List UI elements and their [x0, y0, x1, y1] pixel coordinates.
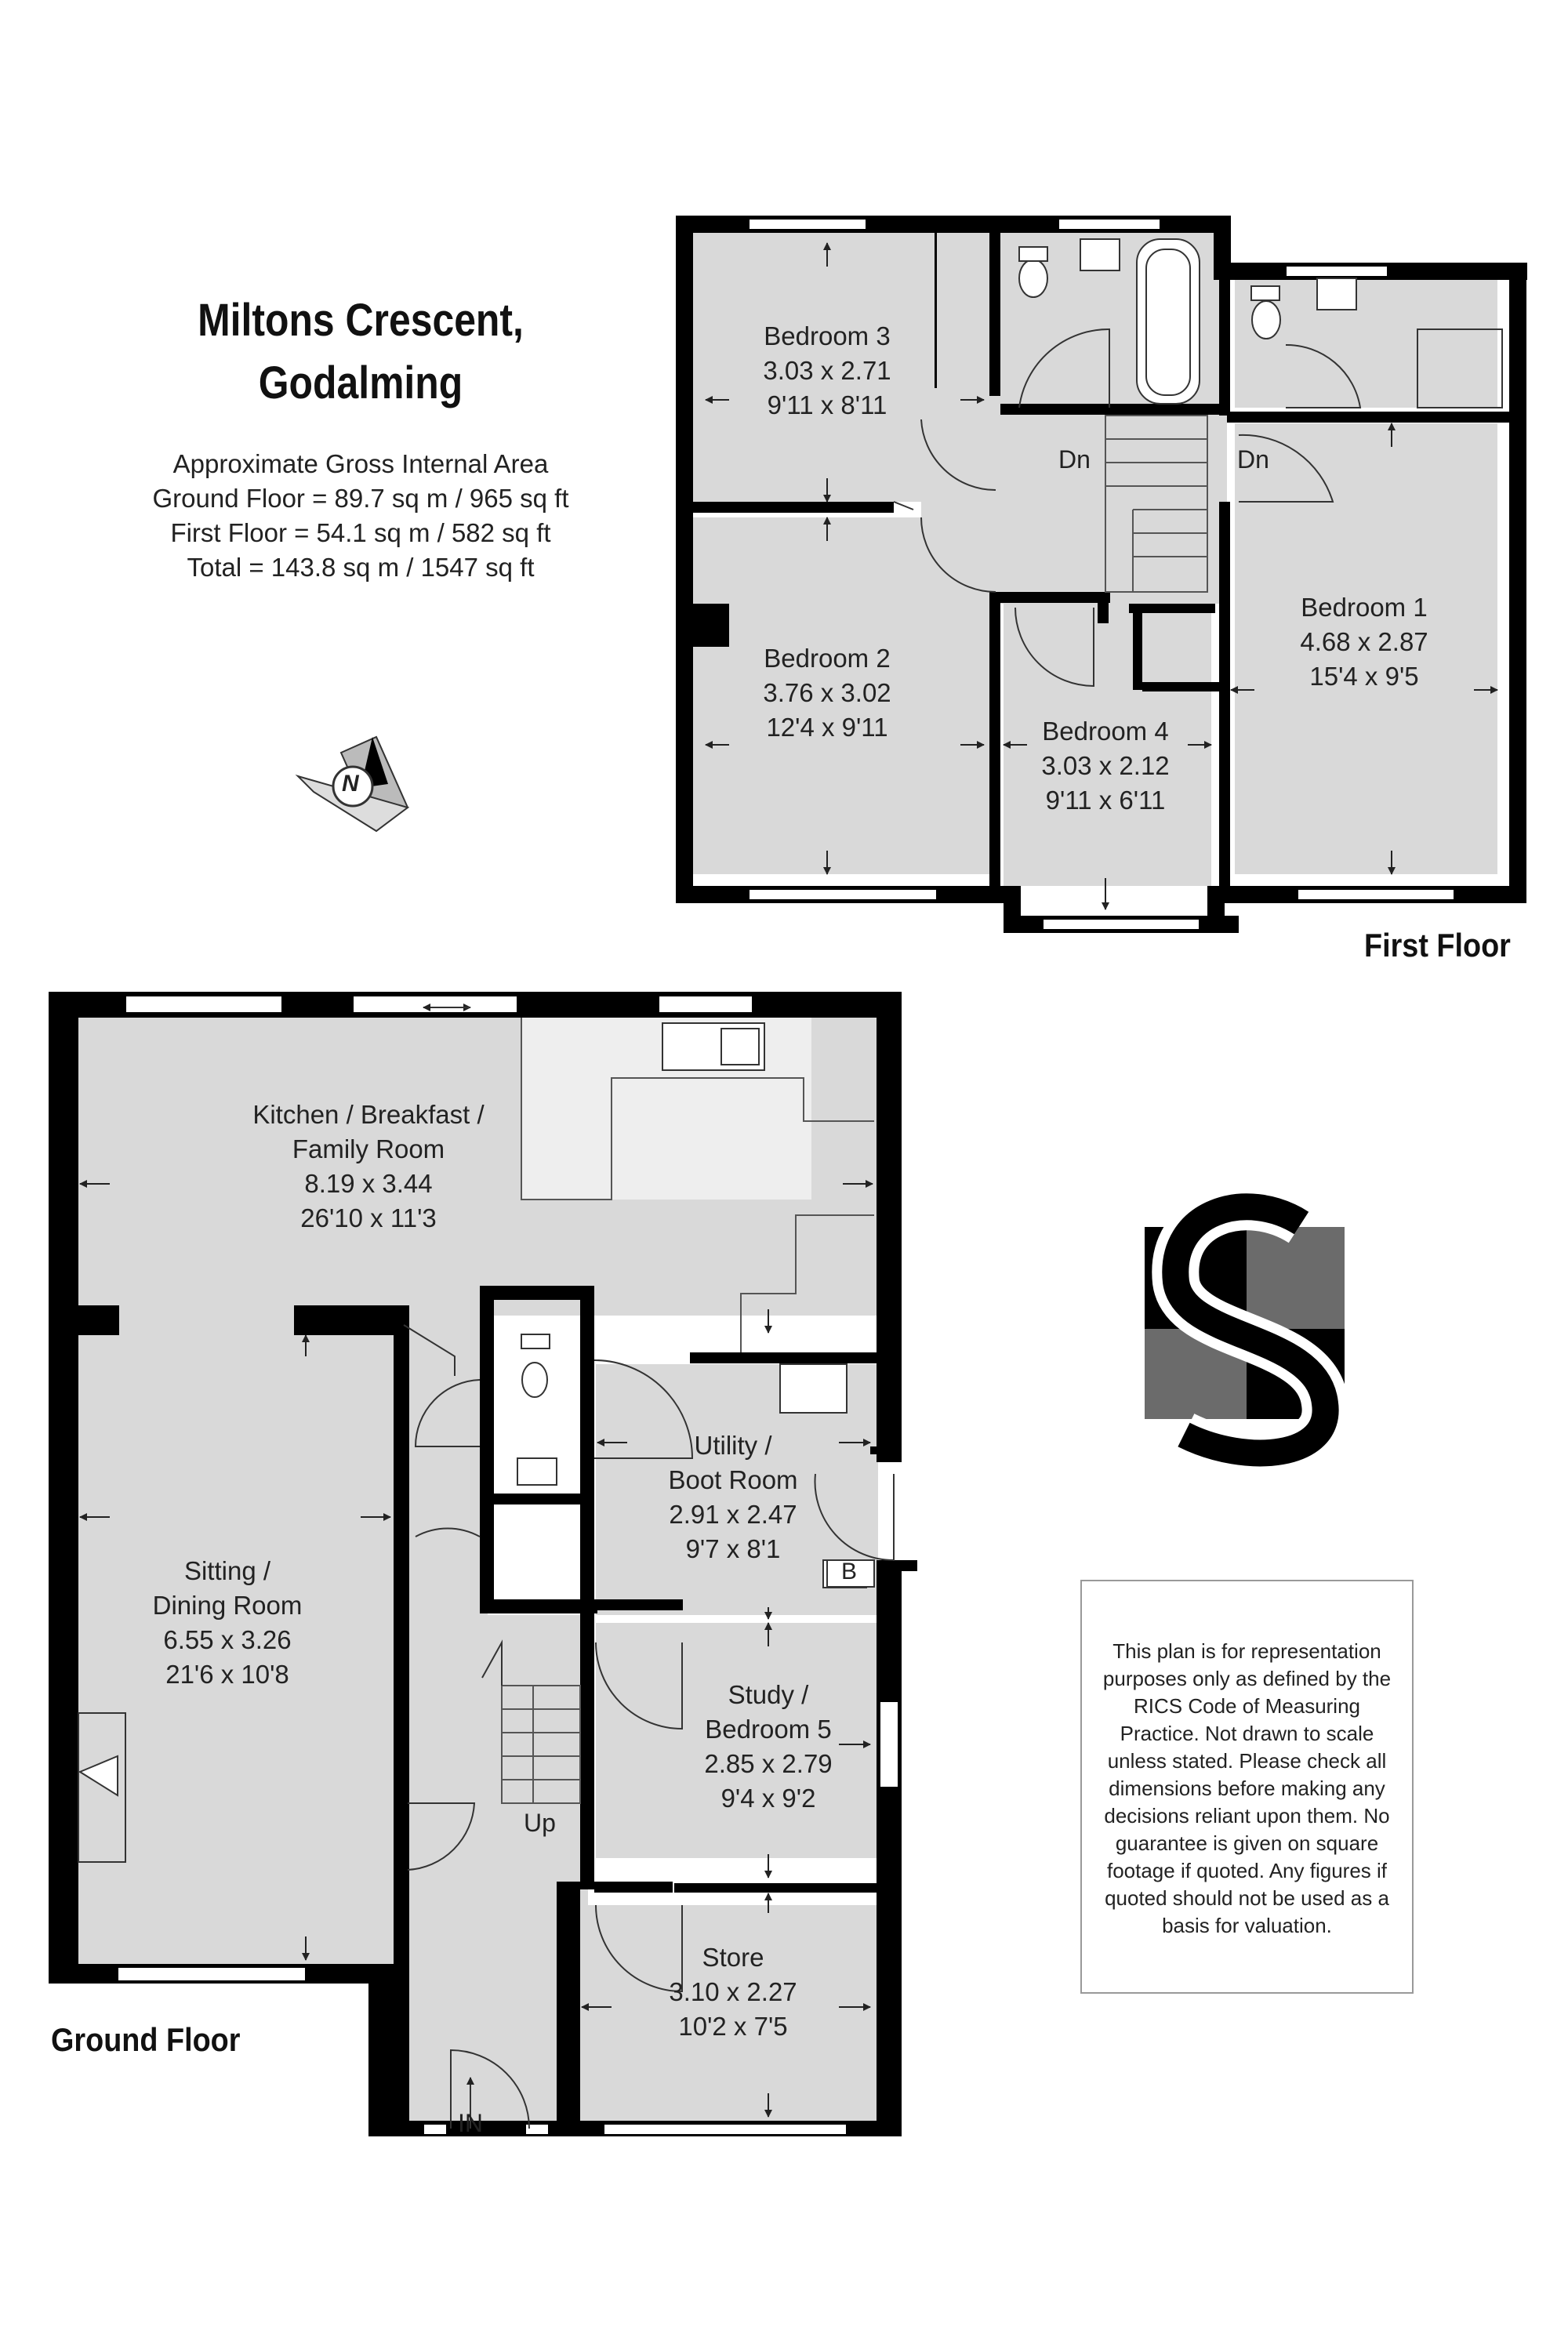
room-name: Bedroom 1 — [1301, 593, 1428, 622]
room-bedroom-1 — [1300, 590, 1428, 694]
room-name-line1: Kitchen / Breakfast / — [252, 1100, 485, 1129]
gross-area-first: First Floor = 54.1 sq m / 582 sq ft — [170, 518, 551, 547]
room-metric: 3.10 x 2.27 — [669, 1977, 797, 2006]
room-imperial: 9'11 x 6'11 — [1045, 786, 1166, 815]
compass-north-letter: N — [342, 771, 359, 797]
room-name-line1: Store — [702, 1943, 764, 1972]
first-floor-label: First Floor — [1364, 927, 1511, 964]
room-metric: 3.76 x 3.02 — [763, 678, 891, 707]
agency-logo — [1145, 1207, 1345, 1453]
room-bedroom-3 — [763, 319, 891, 423]
room-sitting-dining — [153, 1554, 303, 1692]
stair-down-label-2: Dn — [1237, 445, 1269, 474]
property-title-line1: Miltons Crescent, — [198, 295, 524, 346]
room-name: Bedroom 4 — [1042, 717, 1169, 746]
room-name-line1: Utility / — [694, 1431, 772, 1460]
gross-area-total: Total = 143.8 sq m / 1547 sq ft — [187, 553, 535, 582]
room-imperial: 9'7 x 8'1 — [685, 1534, 781, 1563]
ground-floor-label: Ground Floor — [51, 2021, 241, 2058]
property-title-line2: Godalming — [258, 358, 463, 408]
room-bedroom-4 — [1041, 714, 1169, 818]
room-metric: 8.19 x 3.44 — [304, 1169, 433, 1198]
gross-area-heading: Approximate Gross Internal Area — [172, 449, 549, 478]
room-metric: 6.55 x 3.26 — [163, 1625, 292, 1654]
room-metric: 3.03 x 2.71 — [763, 356, 891, 385]
room-name-line1: Study / — [728, 1680, 809, 1709]
room-imperial: 21'6 x 10'8 — [165, 1660, 289, 1689]
room-metric: 3.03 x 2.12 — [1041, 751, 1170, 780]
gross-area-ground: Ground Floor = 89.7 sq m / 965 sq ft — [152, 484, 569, 513]
room-imperial: 9'11 x 8'11 — [767, 390, 887, 419]
room-imperial: 26'10 x 11'3 — [300, 1203, 437, 1232]
stair-down-label-1: Dn — [1058, 445, 1091, 474]
entrance-label: IN — [458, 2109, 483, 2137]
room-bedroom-2 — [763, 641, 891, 745]
room-imperial: 15'4 x 9'5 — [1309, 662, 1419, 691]
room-metric: 4.68 x 2.87 — [1300, 627, 1428, 656]
room-utility-boot — [668, 1428, 797, 1566]
disclaimer-text: This plan is for representation purposes only as defined by the RICS Code of Measuring Practice. Not drawn to scale unless stated. Please check all dimensions before making any decisions reliant upon them. No guarantee is given on square footage if quoted. Any figures if quoted should not be used as a basis for valuation. — [1102, 1639, 1392, 1937]
room-name-line2: Dining Room — [152, 1591, 303, 1620]
room-name-line2: Boot Room — [668, 1465, 798, 1494]
room-kitchen-family — [252, 1098, 484, 1236]
disclaimer-box — [1080, 1580, 1414, 1994]
room-imperial: 9'4 x 9'2 — [720, 1784, 816, 1813]
room-imperial: 10'2 x 7'5 — [678, 2012, 788, 2041]
room-name-line2: Bedroom 5 — [705, 1715, 832, 1744]
room-metric: 2.85 x 2.79 — [704, 1749, 833, 1778]
room-name: Bedroom 3 — [764, 321, 891, 350]
room-store — [669, 1940, 797, 2044]
stair-up-label: Up — [524, 1809, 556, 1837]
room-study-bedroom-5 — [704, 1678, 832, 1816]
room-imperial: 12'4 x 9'11 — [766, 713, 888, 742]
room-name-line1: Sitting / — [183, 1556, 271, 1585]
boiler-label: B — [841, 1559, 858, 1584]
room-metric: 2.91 x 2.47 — [669, 1500, 797, 1529]
room-name-line2: Family Room — [292, 1134, 445, 1163]
room-name: Bedroom 2 — [764, 644, 891, 673]
